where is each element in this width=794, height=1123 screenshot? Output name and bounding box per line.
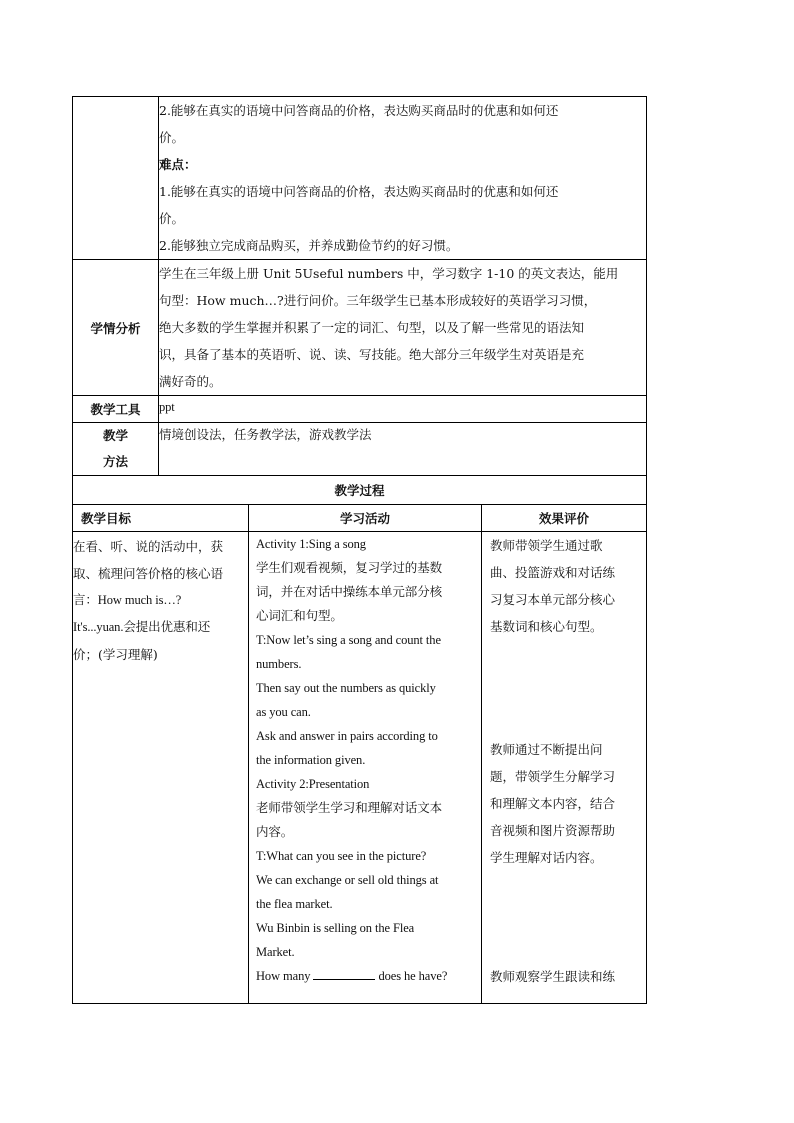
text-line: the information given. xyxy=(256,753,366,767)
text-line: We can exchange or sell old things at xyxy=(256,873,439,887)
text-line: 价；(学习理解) xyxy=(73,647,158,662)
teaching-tools-row xyxy=(73,396,647,423)
text-line: 言：How much is…? xyxy=(73,593,182,607)
goal-cell xyxy=(73,532,249,1004)
text-line: 价。 xyxy=(159,211,185,226)
text-line: 学生理解对话内容。 xyxy=(490,850,603,865)
fill-in-blank xyxy=(313,967,375,980)
text-line: 1.能够在真实的语境中问答商品的价格，表达购买商品时的优惠和如何还 xyxy=(159,184,559,199)
student-analysis-row xyxy=(73,260,647,396)
teaching-tools-label: 教学工具 xyxy=(73,396,159,423)
text-fragment: How many xyxy=(256,969,311,983)
text-line: Then say out the numbers as quickly xyxy=(256,681,436,695)
text-line xyxy=(256,964,481,988)
key-points-label-cell xyxy=(73,97,159,260)
text-line: 2.能够在真实的语境中问答商品的价格，表达购买商品时的优惠和如何还 xyxy=(159,103,559,118)
text-line: Market. xyxy=(256,945,295,959)
header-evaluation: 效果评价 xyxy=(482,505,647,532)
text-line: 识，具备了基本的英语听、说、读、写技能。绝大部分三年级学生对英语是充 xyxy=(159,347,585,362)
text-line: 心词汇和句型。 xyxy=(256,609,343,623)
teaching-methods-label xyxy=(73,423,159,476)
text-line: the flea market. xyxy=(256,897,333,911)
text-line: Ask and answer in pairs according to xyxy=(256,729,438,743)
teaching-methods-row xyxy=(73,423,647,476)
text-line: 内容。 xyxy=(256,825,294,839)
text-line: 老师带领学生学习和理解对话文本 xyxy=(256,801,443,815)
text-line: Activity 1:Sing a song xyxy=(256,537,366,551)
text-line: It's...yuan.会提出优惠和还 xyxy=(73,620,211,634)
text-line: 音视频和图片资源帮助 xyxy=(490,823,616,838)
process-title: 教学过程 xyxy=(73,476,647,505)
text-line: 学生们观看视频，复习学过的基数 xyxy=(256,561,443,575)
spacer xyxy=(490,871,646,963)
text-line: Wu Binbin is selling on the Flea xyxy=(256,921,415,935)
text-line: Activity 2:Presentation xyxy=(256,777,370,791)
text-line: 绝大多数的学生掌握并积累了一定的词汇、句型，以及了解一些常见的语法知 xyxy=(159,320,585,335)
text-line: 教师带领学生通过歌 xyxy=(490,538,603,553)
text-fragment: does he have? xyxy=(378,969,448,983)
spacer xyxy=(490,640,646,736)
lesson-plan-table xyxy=(72,96,647,1004)
text-line: T:What can you see in the picture? xyxy=(256,849,427,863)
text-line: 学生在三年级上册 Unit 5Useful numbers 中，学习数字 1-10 的英文表达，能用 xyxy=(159,266,619,281)
process-title-row xyxy=(73,476,647,505)
difficulty-heading: 难点： xyxy=(159,157,197,172)
text-line: 教师通过不断提出问 xyxy=(490,742,603,757)
evaluation-cell xyxy=(482,532,647,1004)
text-line: 题，带领学生分解学习 xyxy=(490,769,616,784)
text-line: T:Now let’s sing a song and count the xyxy=(256,633,441,647)
student-analysis-label: 学情分析 xyxy=(73,260,159,396)
activity-cell xyxy=(249,532,482,1004)
text-line: 词，并在对话中操练本单元部分核 xyxy=(256,585,443,599)
text-line: 曲、投篮游戏和对话练 xyxy=(490,565,616,580)
text-line: as you can. xyxy=(256,705,311,719)
text-line: 句型：How much…?进行问价。三年级学生已基本形成较好的英语学习习惯， xyxy=(159,293,597,308)
text-line: 习复习本单元部分核心 xyxy=(490,592,616,607)
text-line: 取、梳理问答价格的核心语 xyxy=(73,566,224,581)
text-line: 和理解文本内容，结合 xyxy=(490,796,616,811)
text-line: 满好奇的。 xyxy=(159,374,222,389)
key-points-row xyxy=(73,97,647,260)
process-content-row xyxy=(73,532,647,1004)
text-line: 2.能够独立完成商品购买，并养成勤俭节约的好习惯。 xyxy=(159,238,459,253)
header-activity: 学习活动 xyxy=(249,505,482,532)
header-goal: 教学目标 xyxy=(73,505,249,532)
student-analysis-cell xyxy=(159,260,647,396)
text-line: 教师观察学生跟读和练 xyxy=(490,969,616,984)
label-line: 教学 xyxy=(102,428,128,443)
key-points-cell xyxy=(159,97,647,260)
text-line: 在看、听、说的活动中，获 xyxy=(73,539,224,554)
text-line: 基数词和核心句型。 xyxy=(490,619,603,634)
teaching-tools-value: ppt xyxy=(159,396,647,423)
teaching-methods-value: 情境创设法，任务教学法，游戏教学法 xyxy=(159,423,647,476)
label-line: 方法 xyxy=(102,454,128,469)
process-header-row xyxy=(73,505,647,532)
text-line: 价。 xyxy=(159,130,185,145)
text-line: numbers. xyxy=(256,657,302,671)
